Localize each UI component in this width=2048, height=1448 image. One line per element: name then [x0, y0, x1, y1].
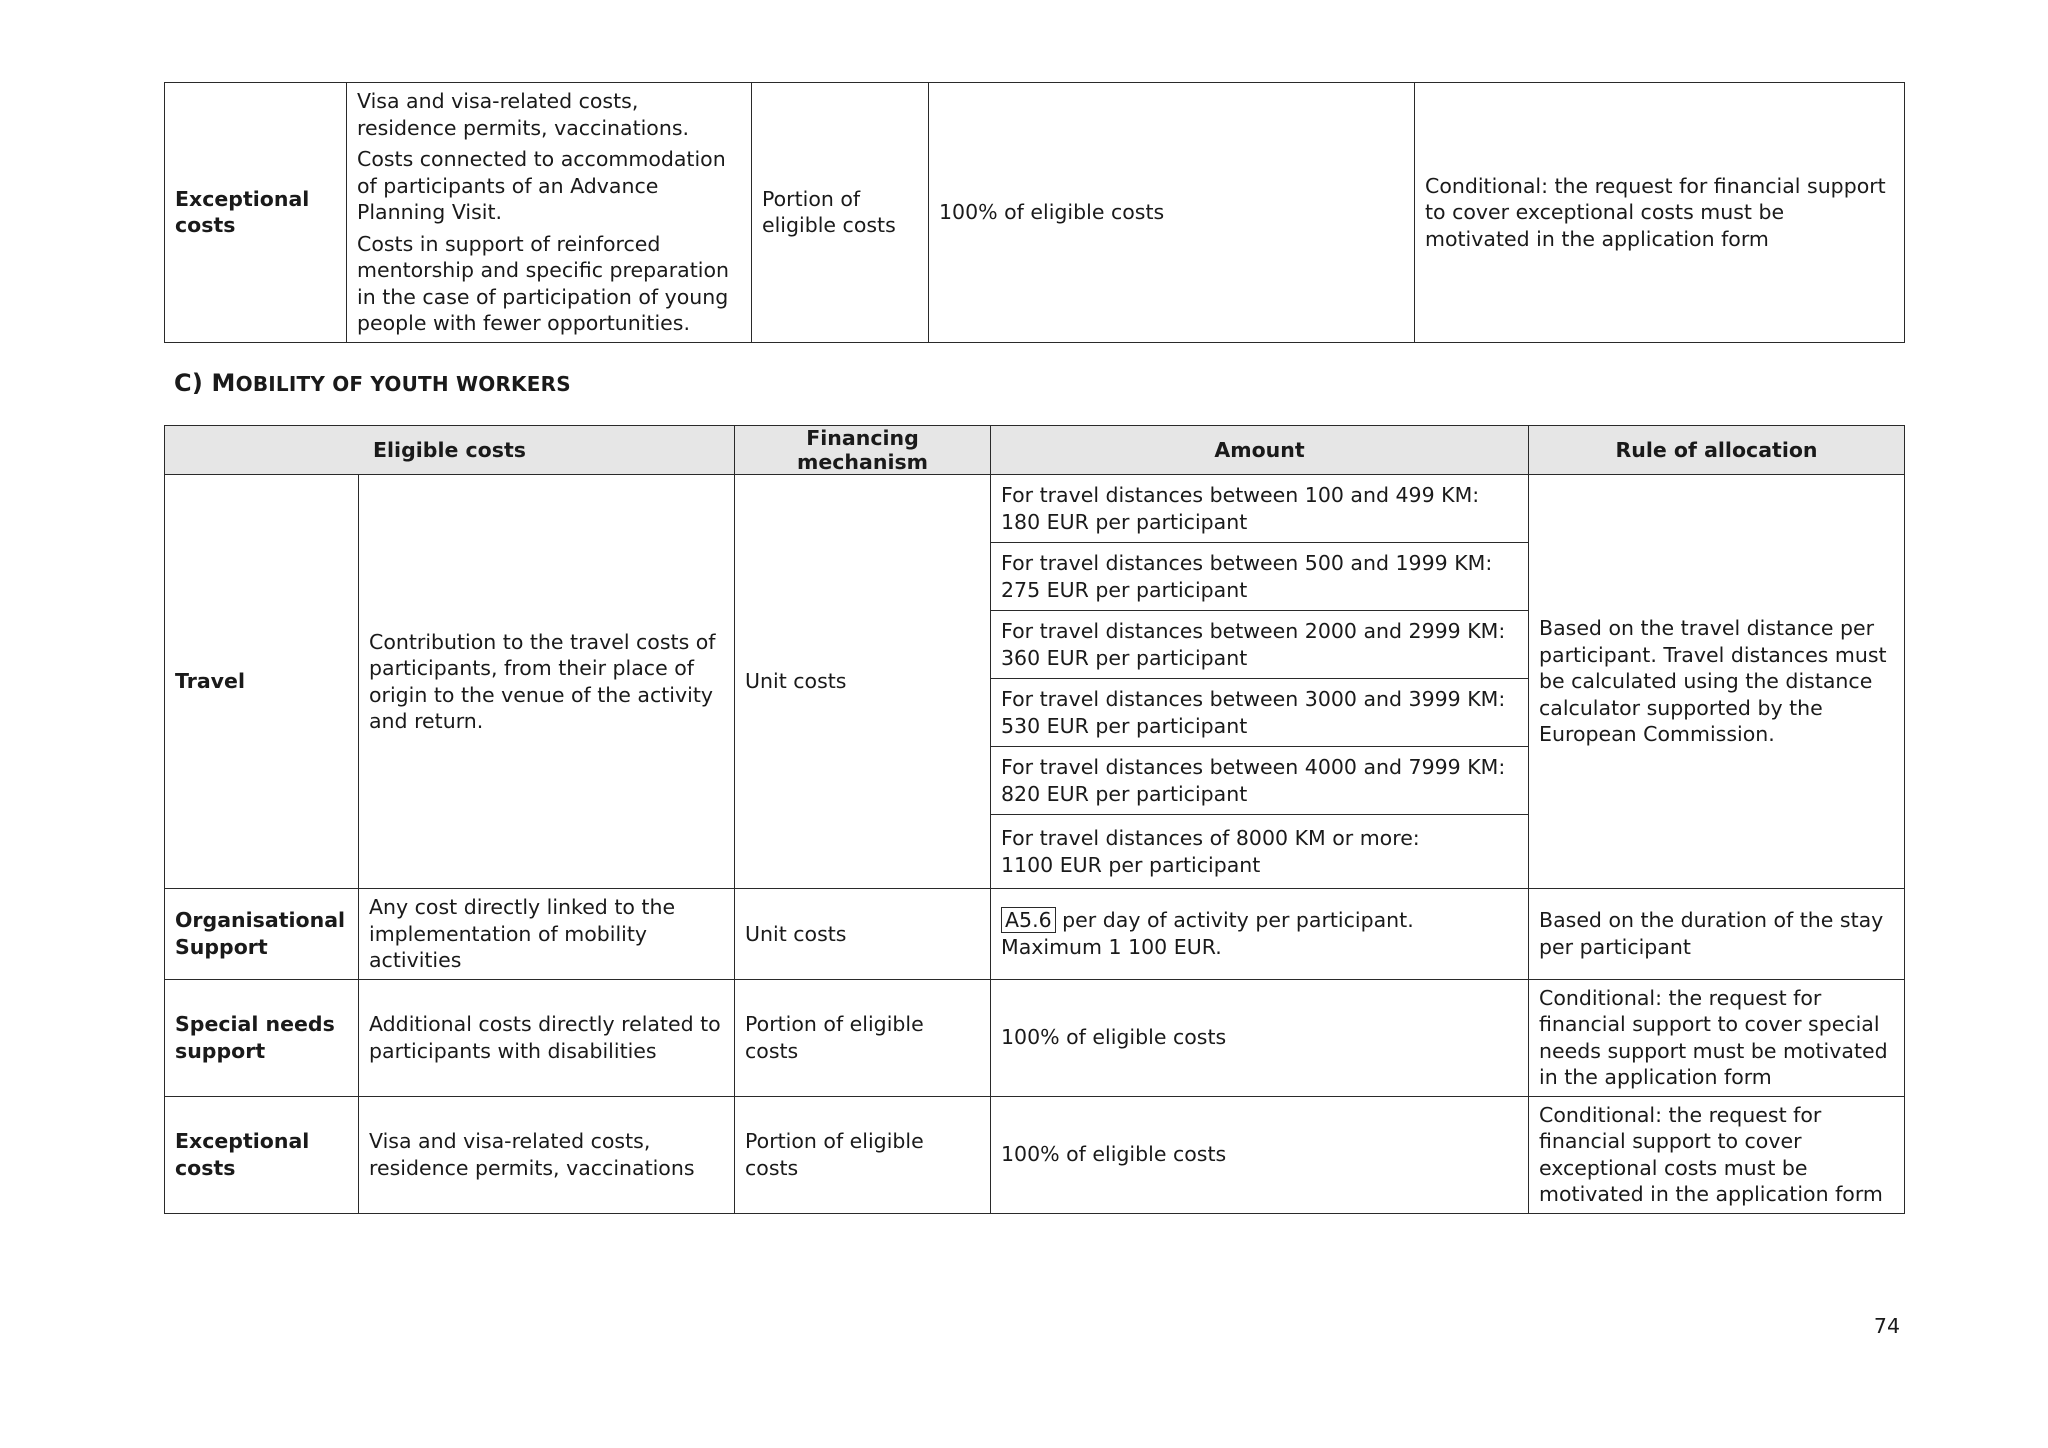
- band-distance: For travel distances between 3000 and 3999 KM:: [1001, 687, 1506, 711]
- section-initial: M: [211, 369, 236, 397]
- section-title-rest: OBILITY OF YOUTH WORKERS: [235, 372, 571, 396]
- exceptional-mechanism-cell: Portion of eligible costs: [735, 1096, 991, 1213]
- header-financing-mechanism: Financing mechanism: [735, 426, 991, 475]
- table-row: [165, 979, 1905, 1096]
- description-paragraph: Costs in support of reinforced mentorship and specific preparation in the case of participation of young people with fewer opportunities.: [357, 231, 729, 335]
- mechanism-cell: Portion of eligible costs: [752, 83, 929, 343]
- org-support-category-cell: Organisational Support: [165, 889, 359, 980]
- travel-band-cell: [991, 815, 1529, 889]
- travel-band-cell: [991, 475, 1529, 543]
- org-support-description-cell: Any cost directly linked to the implementation of mobility activities: [359, 889, 735, 980]
- band-rate: 360 EUR per participant: [1001, 645, 1248, 670]
- header-rule: Rule of allocation: [1529, 426, 1905, 475]
- band-distance: For travel distances between 2000 and 2999 KM:: [1001, 619, 1506, 643]
- special-needs-amount-cell: 100% of eligible costs: [991, 979, 1529, 1096]
- rule-cell: Conditional: the request for financial support to cover exceptional costs must be motivated in the application form: [1415, 83, 1905, 343]
- band-rate: 180 EUR per participant: [1001, 509, 1248, 534]
- exceptional-category-cell: Exceptional costs: [165, 1096, 359, 1213]
- section-prefix: C): [174, 369, 203, 397]
- travel-band-cell: [991, 747, 1529, 815]
- org-support-rule-cell: Based on the duration of the stay per participant: [1529, 889, 1905, 980]
- special-needs-rule-cell: Conditional: the request for financial support to cover special needs support must be motivated in the application form: [1529, 979, 1905, 1096]
- travel-description-cell: Contribution to the travel costs of participants, from their place of origin to the venue of the activity and return.: [359, 475, 735, 889]
- description-cell: [347, 83, 752, 343]
- table-row: [165, 1096, 1905, 1213]
- page-number: 74: [1873, 1314, 1900, 1338]
- band-rate: 275 EUR per participant: [1001, 577, 1248, 602]
- header-row: [165, 426, 1905, 475]
- band-rate: 1100 EUR per participant: [1001, 852, 1261, 877]
- travel-mechanism-cell: Unit costs: [735, 475, 991, 889]
- description-paragraph: Costs connected to accommodation of participants of an Advance Planning Visit.: [357, 147, 726, 224]
- band-distance: For travel distances between 4000 and 7999 KM:: [1001, 755, 1506, 779]
- special-needs-category-cell: Special needs support: [165, 979, 359, 1096]
- band-rate: 820 EUR per participant: [1001, 781, 1248, 806]
- special-needs-description-cell: Additional costs directly related to participants with disabilities: [359, 979, 735, 1096]
- band-distance: For travel distances between 100 and 499 KM:: [1001, 483, 1480, 507]
- exceptional-costs-continuation-table: [164, 82, 1905, 343]
- amount-text: per day of activity per participant.: [1055, 908, 1414, 933]
- exceptional-description-cell: Visa and visa-related costs, residence permits, vaccinations: [359, 1096, 735, 1213]
- section-heading: [174, 369, 571, 397]
- table-row: [165, 475, 1905, 543]
- band-distance: For travel distances between 500 and 1999 KM:: [1001, 551, 1493, 575]
- org-support-amount-cell: [991, 889, 1529, 980]
- table-row: [165, 889, 1905, 980]
- category-cell: Exceptional costs: [165, 83, 347, 343]
- amount-cell: 100% of eligible costs: [929, 83, 1415, 343]
- band-rate: 530 EUR per participant: [1001, 713, 1248, 738]
- exceptional-amount-cell: 100% of eligible costs: [991, 1096, 1529, 1213]
- travel-band-cell: [991, 679, 1529, 747]
- travel-band-cell: [991, 543, 1529, 611]
- header-eligible-costs: Eligible costs: [165, 426, 735, 475]
- description-paragraph: Visa and visa-related costs, residence permits, vaccinations.: [357, 89, 690, 140]
- travel-category-cell: Travel: [165, 475, 359, 889]
- exceptional-rule-cell: Conditional: the request for financial support to cover exceptional costs must be motivated in the application form: [1529, 1096, 1905, 1213]
- org-support-mechanism-cell: Unit costs: [735, 889, 991, 980]
- table-row: [165, 83, 1905, 343]
- special-needs-mechanism-cell: Portion of eligible costs: [735, 979, 991, 1096]
- travel-band-cell: [991, 611, 1529, 679]
- band-distance: For travel distances of 8000 KM or more:: [1001, 826, 1420, 850]
- travel-rule-cell: Based on the travel distance per participant. Travel distances must be calculated using the distance calculator supported by the European Commission.: [1529, 475, 1905, 889]
- header-amount: Amount: [991, 426, 1529, 475]
- youth-workers-costs-table: [164, 425, 1905, 1214]
- amount-reference-link[interactable]: A5.6: [1001, 907, 1056, 933]
- amount-maximum: Maximum 1 100 EUR.: [1001, 934, 1222, 959]
